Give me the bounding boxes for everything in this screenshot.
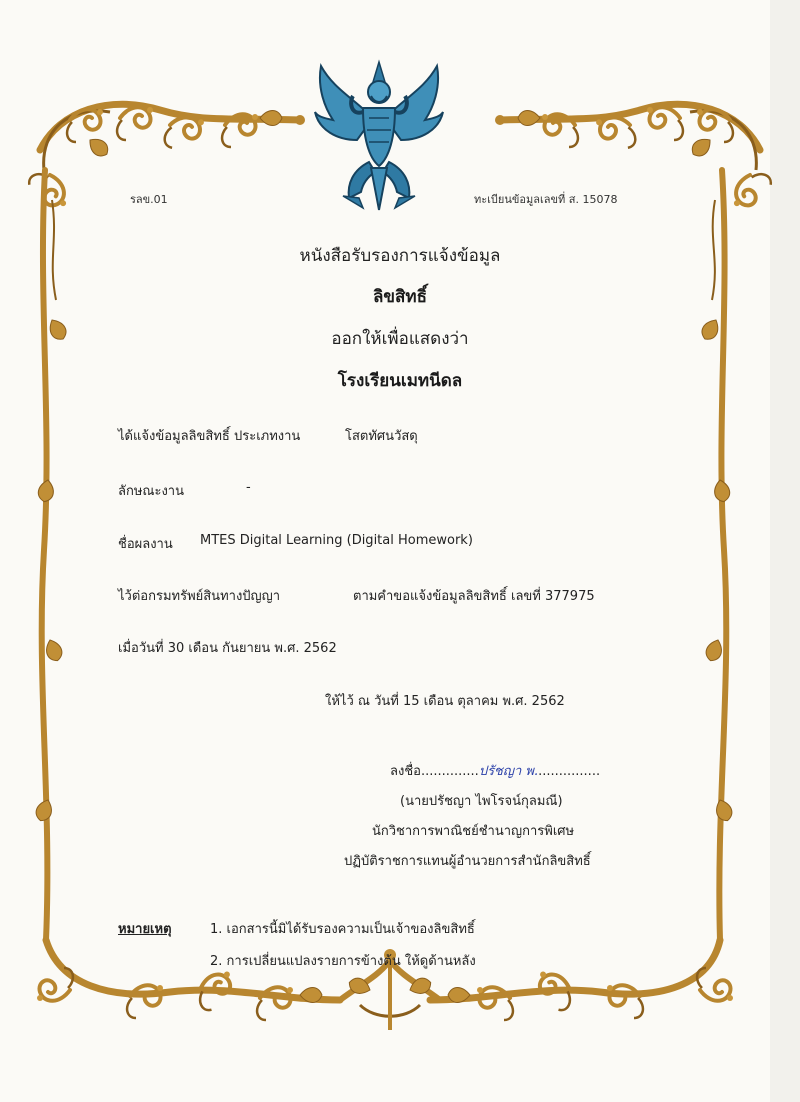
department-label: ไว้ต่อกรมทรัพย์สินทางปัญญา <box>118 589 280 604</box>
registration-number: ทะเบียนข้อมูลเลขที่ ส. 15078 <box>474 193 618 206</box>
issued-date: ให้ไว้ ณ วันที่ 15 เดือน ตุลาคม พ.ศ. 2562 <box>325 694 565 709</box>
garuda-emblem-icon <box>313 58 445 214</box>
issued-to-caption: ออกให้เพื่อแสดงว่า <box>331 329 469 349</box>
note-item: 1. เอกสารนี้มิได้รับรองความเป็นเจ้าของลิขสิทธิ์ <box>210 922 475 937</box>
recipient-name: โรงเรียนเมทนีดล <box>337 371 463 391</box>
signature-prefix: ลงชื่อ <box>390 764 421 779</box>
certificate-subtitle: ลิขสิทธิ์ <box>373 287 427 307</box>
certificate-title: หนังสือรับรองการแจ้งข้อมูล <box>299 246 501 266</box>
work-name-label: ชื่อผลงาน <box>118 537 173 552</box>
note-item: 2. การเปลี่ยนแปลงรายการข้างต้น ให้ดูด้านหลัง <box>210 954 476 969</box>
work-nature-value: - <box>246 480 251 495</box>
filed-date: เมื่อวันที่ 30 เดือน กันยายน พ.ศ. 2562 <box>118 641 337 656</box>
work-type-value: โสตทัศนวัสดุ <box>345 429 418 444</box>
signature-scribble: ปรัชญา พ. <box>478 764 539 779</box>
signature-dots-left: .............. <box>420 764 479 779</box>
signature-dots-right: ............... <box>538 764 601 779</box>
work-type-label: ได้แจ้งข้อมูลลิขสิทธิ์ ประเภทงาน <box>118 429 301 444</box>
request-number: ตามคำขอแจ้งข้อมูลลิขสิทธิ์ เลขที่ 377975 <box>353 589 595 604</box>
work-nature-label: ลักษณะงาน <box>118 484 184 499</box>
signer-name: (นายปรัชญา ไพโรจน์กุลมณี) <box>400 794 563 809</box>
signer-acting-role: ปฏิบัติราชการแทนผู้อำนวยการสำนักลิขสิทธิ์ <box>344 854 591 869</box>
signature-line <box>390 760 600 781</box>
work-name-value: MTES Digital Learning (Digital Homework) <box>200 533 473 548</box>
notes-label: หมายเหตุ <box>118 922 172 937</box>
form-code: รลข.01 <box>130 193 168 206</box>
signer-position: นักวิชาการพาณิชย์ชำนาญการพิเศษ <box>372 824 575 839</box>
